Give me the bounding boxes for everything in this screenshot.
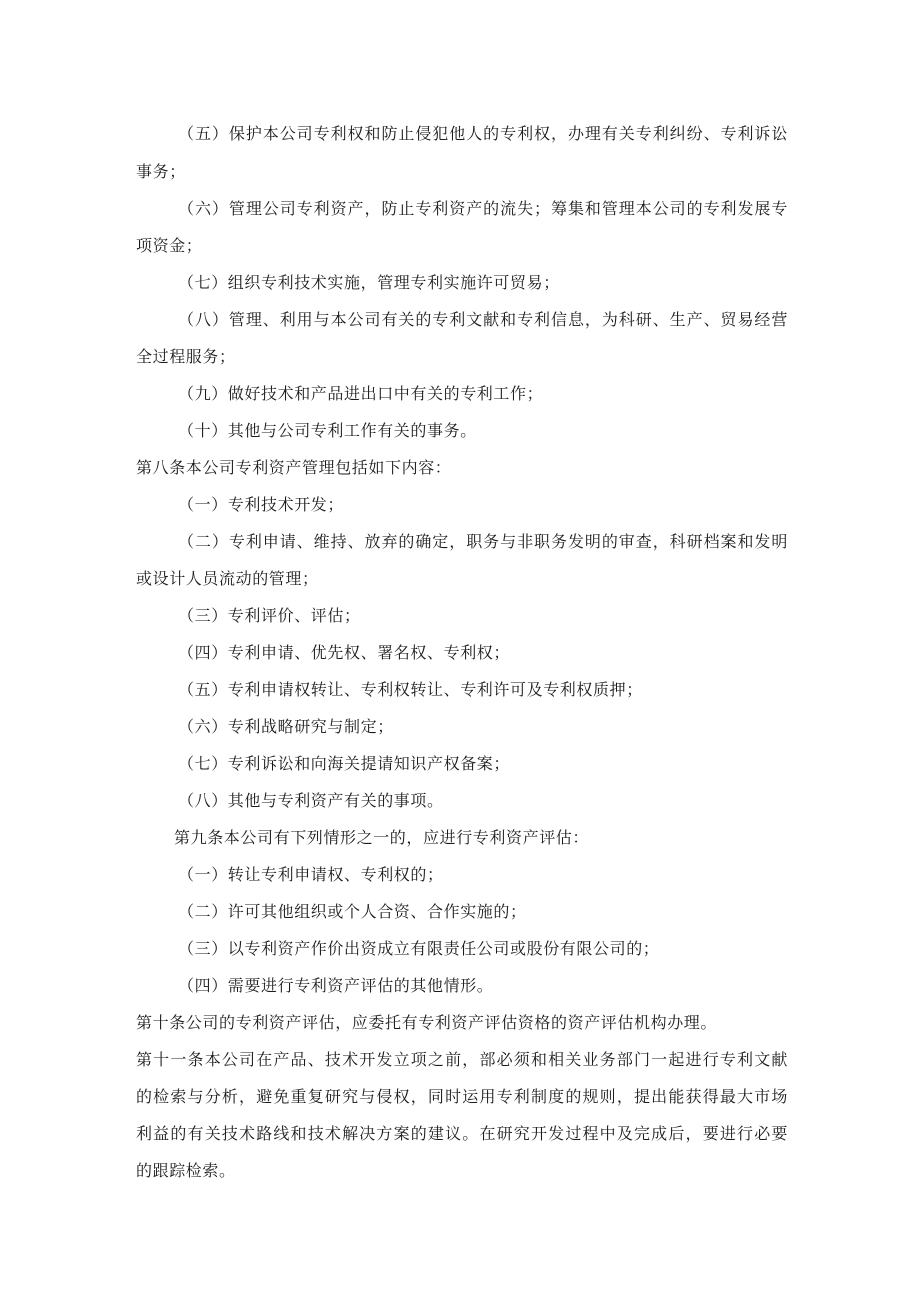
paragraph-line: 全过程服务； — [136, 347, 236, 366]
paragraph-line: （九）做好技术和产品进出口中有关的专利工作； — [178, 384, 544, 403]
paragraph-line: （三）以专利资产作价出资成立有限责任公司或股份有限公司的； — [178, 939, 660, 958]
article-heading: 第八条本公司专利资产管理包括如下内容： — [136, 458, 452, 477]
paragraph-line: 事务； — [136, 162, 186, 181]
paragraph-line: （一）专利技术开发； — [178, 495, 345, 514]
paragraph-line: （三）专利评价、评估； — [178, 606, 361, 625]
paragraph-line: 或设计人员流动的管理； — [136, 569, 319, 588]
paragraph-line: 的跟踪检索。 — [136, 1161, 236, 1180]
paragraph-line: 的检索与分析，避免重复研究与侵权，同时运用专利制度的规则，提出能获得最大市场 — [136, 1087, 788, 1106]
paragraph-line: （一）转让专利申请权、专利权的； — [178, 865, 444, 884]
paragraph-line: （五）专利申请权转让、专利权转让、专利许可及专利权质押； — [178, 680, 643, 699]
article-heading: 第十条公司的专利资产评估，应委托有专利资产评估资格的资产评估机构办理。 — [136, 1013, 718, 1032]
paragraph-line: （八）其他与专利资产有关的事项。 — [178, 791, 444, 810]
paragraph-line: （六）管理公司专利资产，防止专利资产的流失；筹集和管理本公司的专利发展专 — [178, 199, 788, 218]
paragraph-line: （四）专利申请、优先权、署名权、专利权； — [178, 643, 511, 662]
paragraph-line: （七）组织专利技术实施，管理专利实施许可贸易； — [178, 273, 560, 292]
paragraph-line: （五）保护本公司专利权和防止侵犯他人的专利权，办理有关专利纠纷、专利诉讼 — [178, 124, 788, 143]
paragraph-line: 项资金； — [136, 236, 203, 255]
paragraph-line: （二）许可其他组织或个人合资、合作实施的； — [178, 902, 527, 921]
paragraph-line: 利益的有关技术路线和技术解决方案的建议。在研究开发过程中及完成后，要进行必要 — [136, 1124, 788, 1143]
paragraph-line: （四）需要进行专利资产评估的其他情形。 — [178, 976, 494, 995]
paragraph-line: （十）其他与公司专利工作有关的事务。 — [178, 421, 477, 440]
article-heading: 第九条本公司有下列情形之一的，应进行专利资产评估： — [174, 828, 590, 847]
paragraph-line: （二）专利申请、维持、放弃的确定，职务与非职务发明的审查，科研档案和发明 — [178, 532, 788, 551]
paragraph-line: 第十一条本公司在产品、技术开发立项之前，部必须和相关业务部门一起进行专利文献 — [136, 1050, 788, 1069]
paragraph-line: （七）专利诉讼和向海关提请知识产权备案； — [178, 754, 511, 773]
paragraph-line: （六）专利战略研究与制定； — [178, 717, 394, 736]
paragraph-line: （八）管理、利用与本公司有关的专利文献和专利信息，为科研、生产、贸易经营 — [178, 310, 788, 329]
